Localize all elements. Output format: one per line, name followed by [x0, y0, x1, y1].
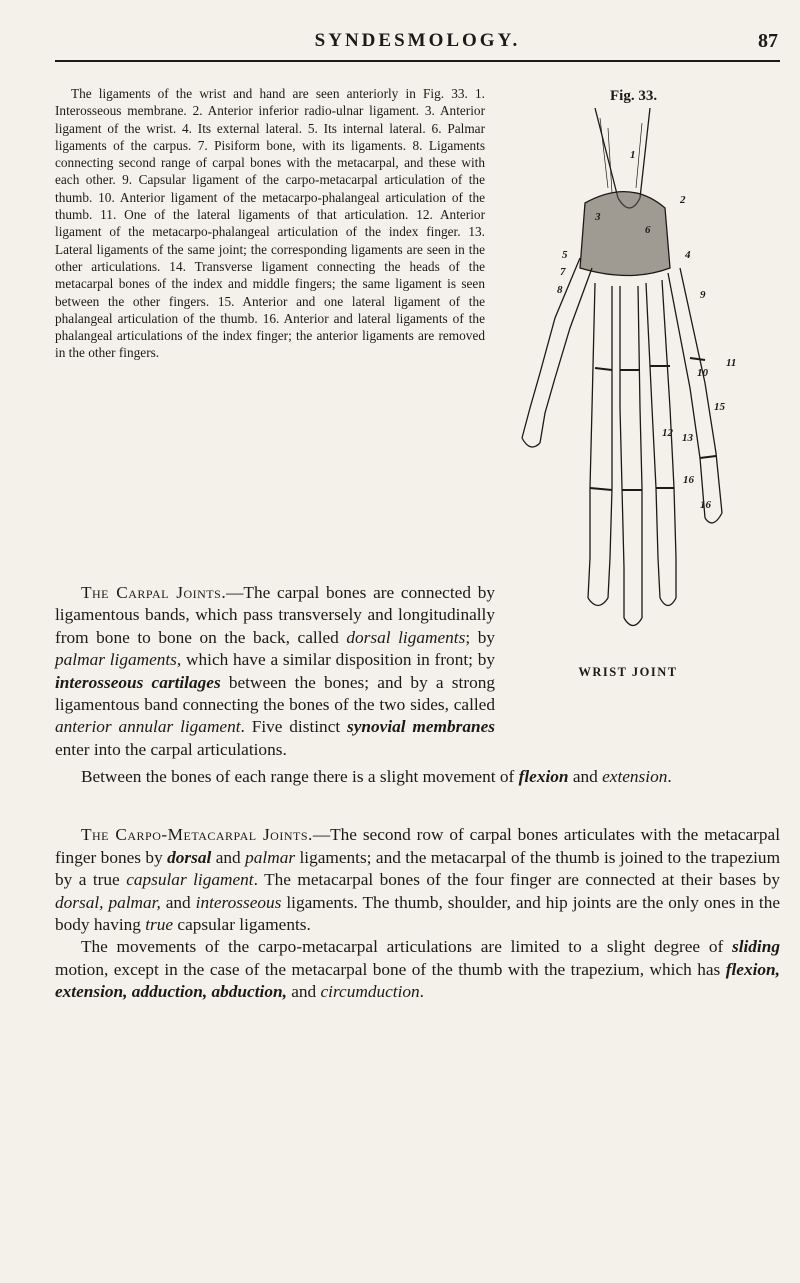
figure-number: 16 [700, 499, 711, 511]
figure-number: 15 [714, 401, 725, 413]
figure-number: 11 [726, 357, 737, 369]
wrist-figure [500, 88, 780, 728]
wrist-joint-illustration [500, 108, 780, 668]
section-heading: The Carpo-Metacarpal Joints. [80, 825, 313, 845]
page-number: 87 [758, 30, 778, 52]
figure-number: 13 [682, 432, 693, 444]
figure-number: 2 [680, 194, 686, 206]
figure-number: 12 [662, 427, 673, 439]
figure-number: 3 [595, 211, 601, 223]
figure-number: 7 [560, 266, 566, 278]
carpal-paragraph-b: Between the bones of each range there is a slight movement of flexion and extension. [80, 767, 672, 786]
figure-label: Fig. 33. [610, 88, 658, 104]
figure-number: 6 [645, 224, 651, 236]
figure-number: 1 [630, 149, 636, 161]
carpal-paragraph-a: The Carpal Joints.—The carpal bones are connected by ligamentous bands, which pass transversely and longitudinally from bone to bone on the back, called dorsal ligaments; by palmar ligaments, which have a similar disposition in front; by interosseous cartilages between the bones; and by a strong ligamentous band connecting the bones of the two sides, called anterior annular ligament. Five distinct synovial membranes enter into the carpal articulations. [55, 583, 495, 759]
carpo-paragraph-a: The Carpo-Metacarpal Joints.—The second row of carpal bones articulates with the metacarpal finger bones by dorsal and palmar ligaments; and the metacarpal of the thumb is joined to the trapezium by a true capsular ligament. The metacarpal bones of the four finger are connected at their bases by dorsal, palmar, and interosseous ligaments. The thumb, shoulder, and hip joints are the only ones in the body having true capsular ligaments. [55, 825, 781, 935]
carpal-joints-section [55, 582, 495, 761]
figure-caption-text [55, 85, 485, 362]
figure-number: 8 [557, 284, 563, 296]
figure-number: 5 [562, 249, 568, 261]
carpo-paragraph-b: The movements of the carpo-metacarpal articulations are limited to a slight degree of sliding motion, except in the case of the metacarpal bone of the thumb with the trapezium, which has flexion, extension, adduction, abduction, and circumduction. [55, 937, 780, 1002]
section-heading: The Carpal Joints. [80, 583, 227, 602]
figure-number: 10 [697, 367, 708, 379]
figure-title: WRIST JOINT [578, 665, 678, 679]
figure-number: 4 [685, 249, 691, 261]
header-rule [55, 60, 780, 62]
running-title: SYNDESMOLOGY. [314, 30, 521, 51]
figure-number: 9 [700, 289, 706, 301]
page-header [55, 30, 780, 58]
caption-paragraph: The ligaments of the wrist and hand are seen anteriorly in Fig. 33. 1. Interosseous membrane. 2. Anterior inferior radio-ulnar ligament. 3. Anterior ligament of the wrist. 4. Its external lateral. 5. Its internal lateral. 6. Palmar ligaments of the carpus. 7. Pisiform bone, with its ligaments. 8. Ligaments connecting second range of carpal bones with the metacarpal, and these with each other. 9. Capsular ligament of the carpo-metacarpal articulation of the thumb. 10. Anterior ligament of the metacarpo-phalangeal articulation of the thumb. 11. One of the lateral ligaments of that articulation. 12. Anterior ligament of the metacarpo-phalangeal articulation of the index finger. 13. Lateral ligaments of the same joint; the corresponding ligaments are seen in the other articulations. 14. Transverse ligament connecting the heads of the metacarpal bones of the index and middle fingers; the same ligament is seen between the other fingers. 15. Anterior and one lateral ligament of the phalangeal articulation of the thumb. 16. Anterior and lateral ligaments of the phalangeal articulations of the index finger; the anterior ligaments are removed in the other fingers. [55, 86, 485, 361]
carpo-metacarpal-section [55, 767, 781, 1004]
figure-number: 16 [683, 474, 694, 486]
